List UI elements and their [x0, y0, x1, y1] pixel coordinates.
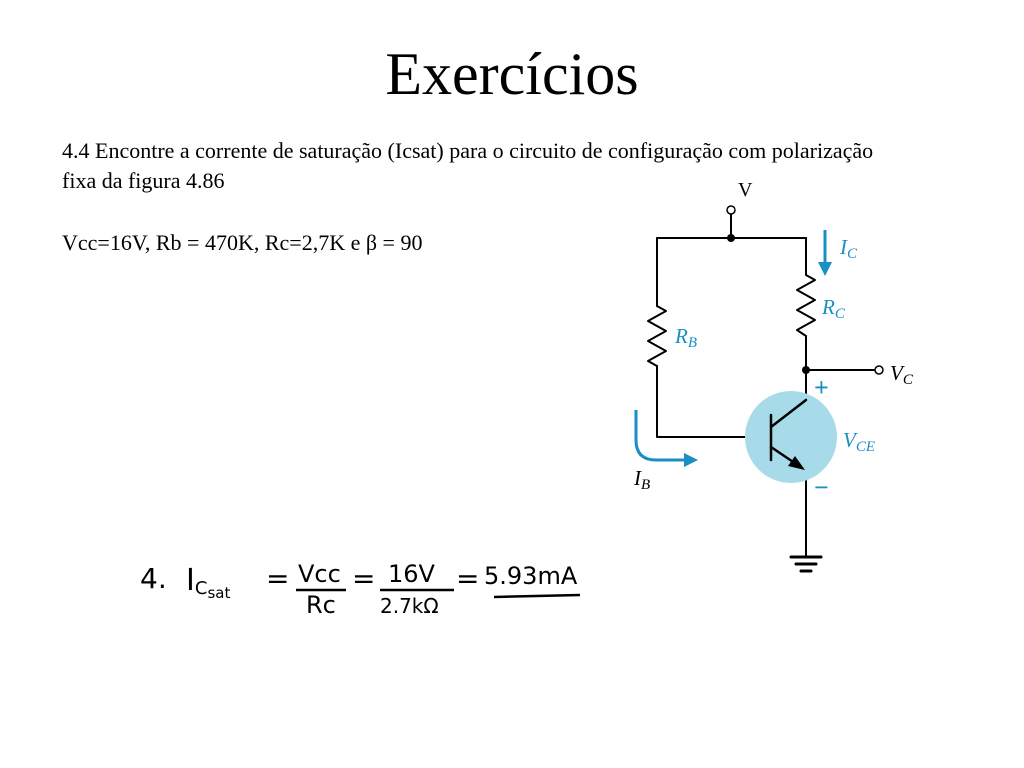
handwritten-solution: [120, 535, 610, 630]
rc-resistor-symbol: [797, 275, 815, 336]
equals-2: =: [352, 562, 376, 595]
fraction1-numerator: Vcc: [298, 560, 341, 588]
lhs-current-symbol: ICsat: [186, 563, 231, 602]
ic-label: IC: [840, 235, 858, 262]
vc-label: VC: [890, 361, 913, 388]
vce-label: VCE: [843, 428, 875, 455]
ic-arrow-icon: [818, 262, 832, 276]
plus-sign: +: [814, 373, 829, 402]
problem-parameters: Vcc=16V, Rb = 470K, Rc=2,7K e β = 90: [62, 230, 423, 255]
equals-1: =: [266, 562, 290, 595]
result-underline: [494, 595, 580, 597]
transistor-highlight: [745, 391, 837, 483]
slide-title: Exercícios: [385, 41, 639, 107]
vc-terminal: [875, 366, 883, 374]
fraction2-denominator: 2.7kΩ: [380, 594, 439, 618]
rb-resistor-symbol: [648, 306, 666, 366]
rb-label: RB: [675, 324, 697, 351]
fraction1-denominator: Rc: [306, 591, 336, 619]
supply-terminal: [727, 206, 735, 214]
ib-label: IB: [634, 466, 651, 493]
fraction2-numerator: 16V: [388, 560, 435, 588]
ib-arrow-icon: [684, 453, 698, 467]
solution-number: 4.: [140, 562, 167, 595]
vc-node-dot: [802, 366, 810, 374]
equals-3: =: [456, 562, 480, 595]
circuit-diagram: [600, 170, 930, 580]
result-value: 5.93mA: [484, 562, 578, 590]
rc-label: RC: [822, 295, 845, 322]
problem-statement: 4.4 Encontre a corrente de saturação (Icsat) para o circuito de configuração com polarização fixa da figura 4.86: [62, 138, 874, 193]
top-node-dot: [727, 234, 735, 242]
ib-arrow-shaft: [636, 410, 686, 460]
supply-label: V: [738, 179, 753, 201]
minus-sign: −: [814, 473, 829, 502]
